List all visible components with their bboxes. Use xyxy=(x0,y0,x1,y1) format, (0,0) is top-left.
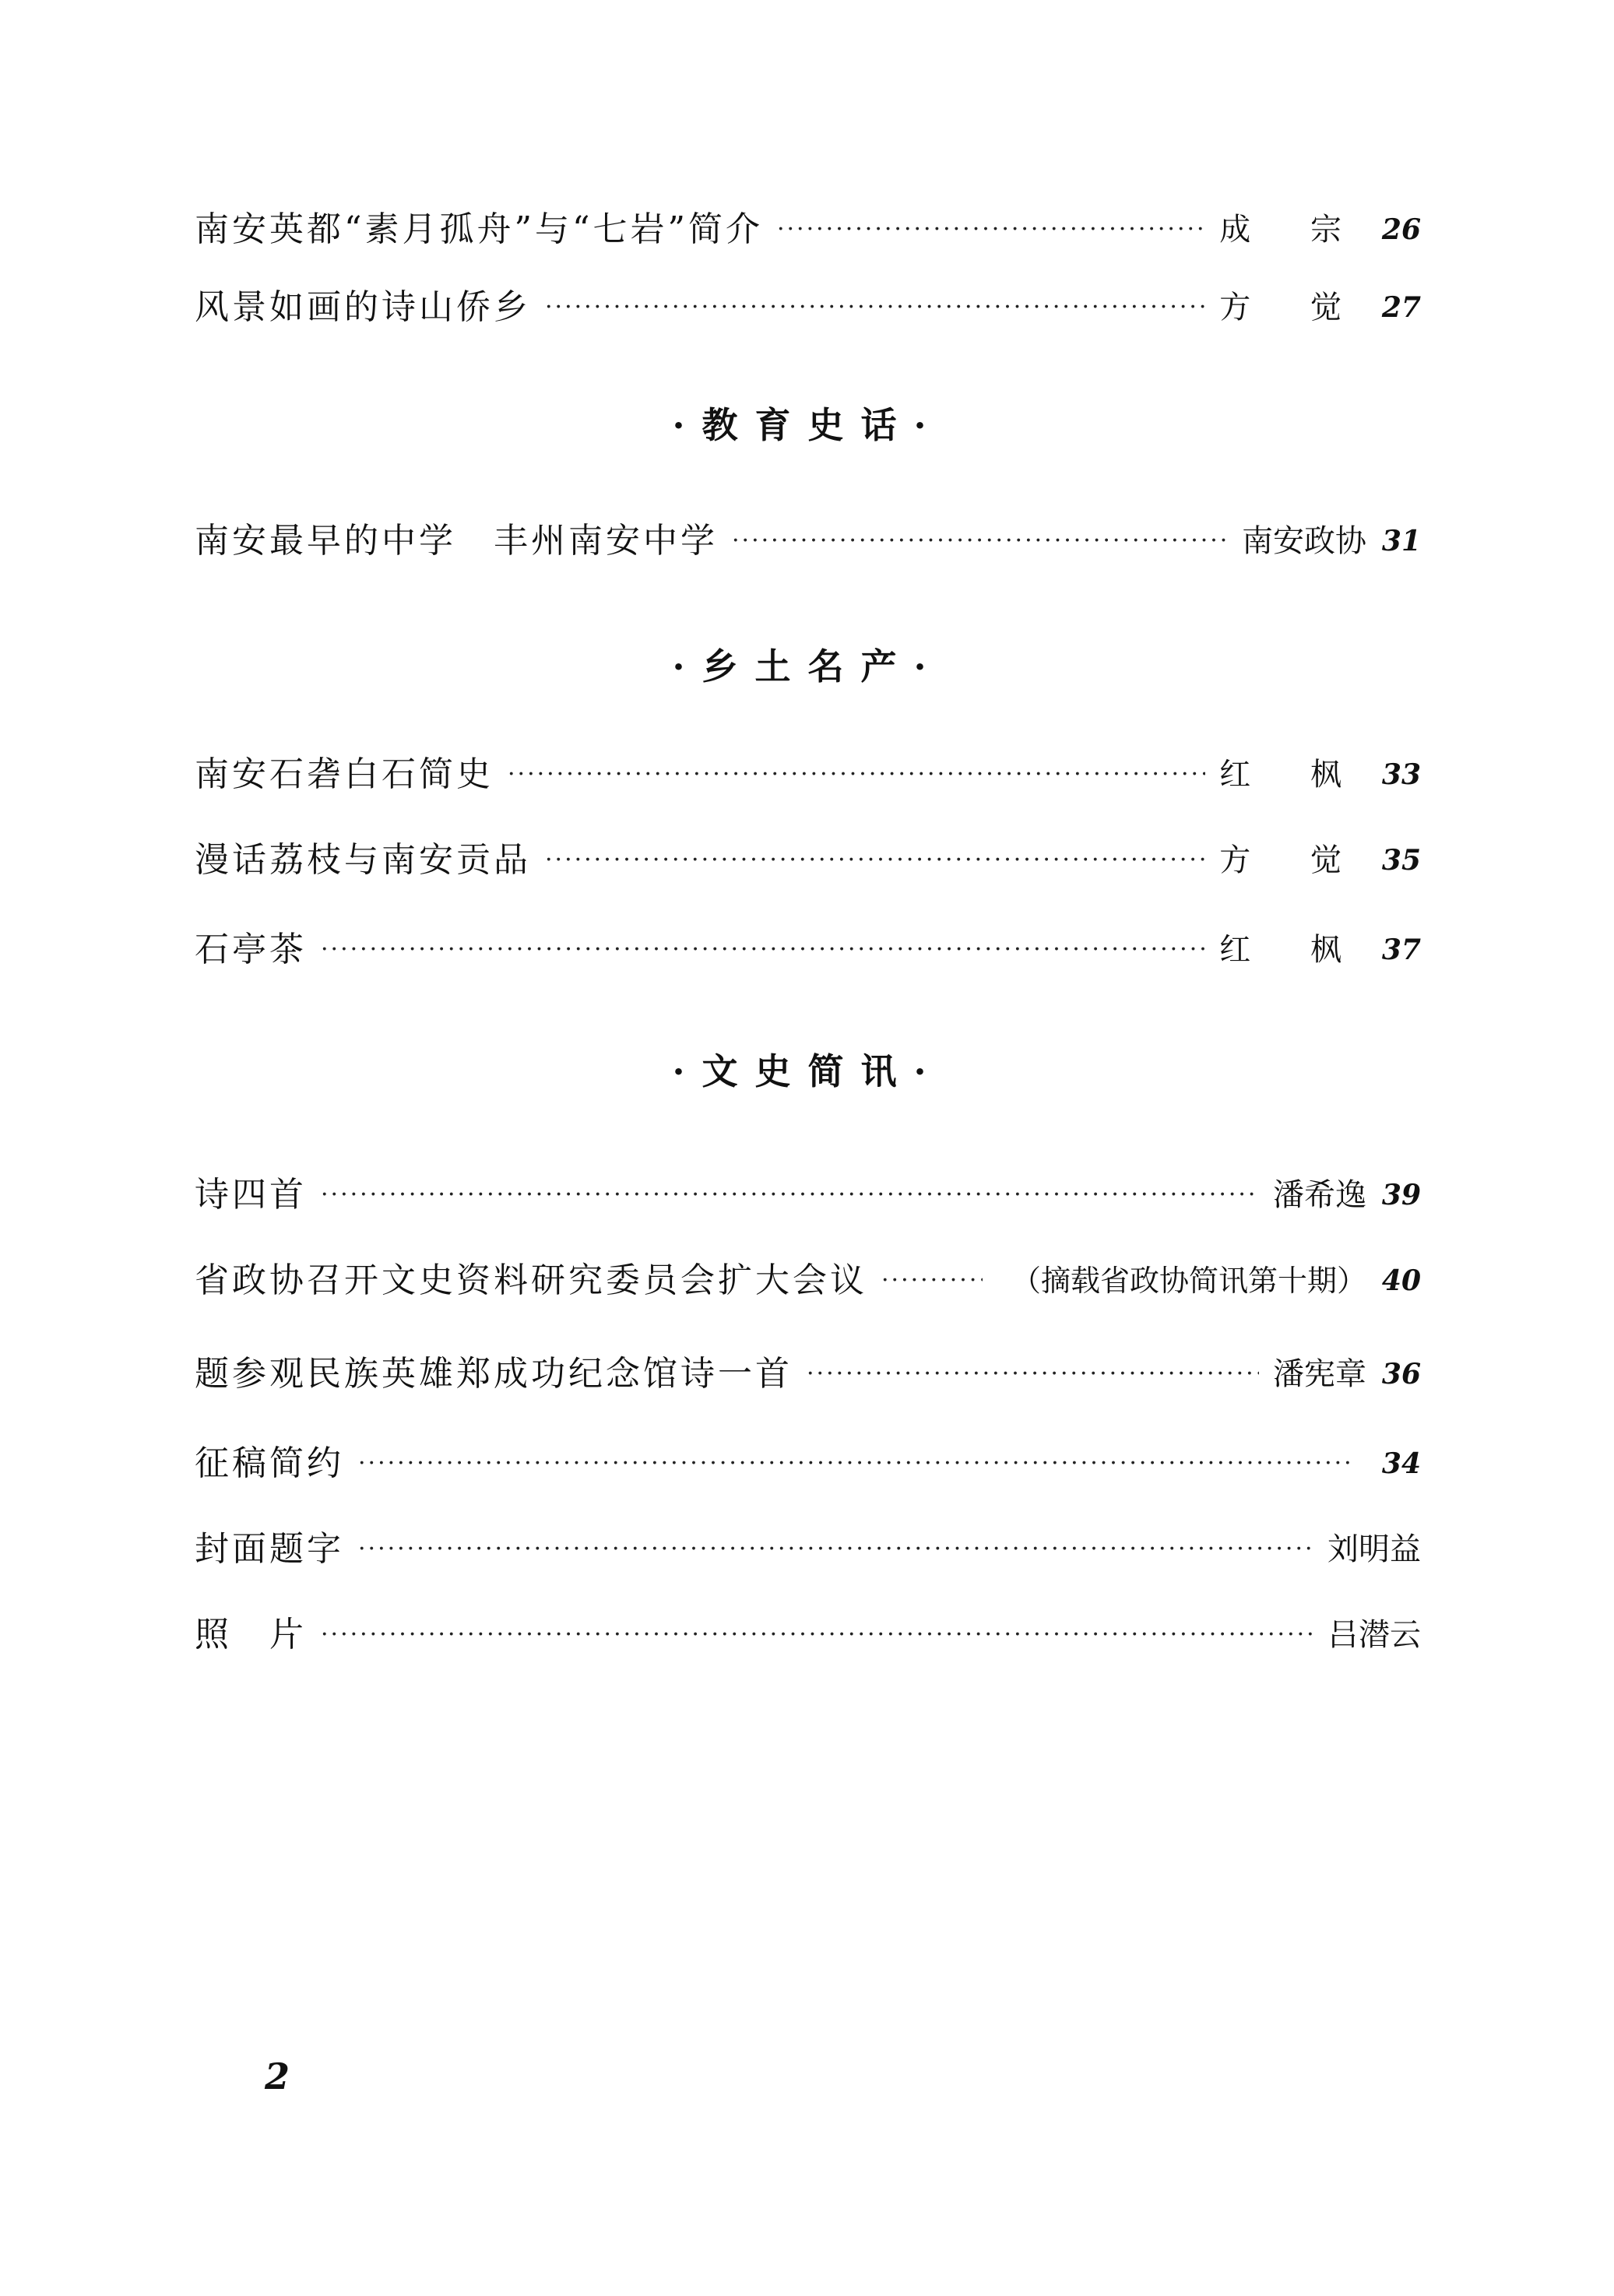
entry-title: 南安石砻白石简史 xyxy=(195,754,494,794)
dot-leader xyxy=(807,1347,1259,1401)
toc-entry xyxy=(195,514,1421,568)
entry-author: 成 宗 xyxy=(1219,212,1366,248)
entry-page: 40 xyxy=(1381,1264,1421,1297)
entry-title: 南安英都“素月孤舟”与“七岩”简介 xyxy=(195,209,763,249)
dot-leader xyxy=(321,1608,1313,1662)
entry-page: 33 xyxy=(1381,758,1421,791)
entry-author: 刘明益 xyxy=(1327,1531,1421,1567)
dot-leader xyxy=(358,1436,1352,1491)
entry-author: 方 觉 xyxy=(1219,290,1366,325)
entry-page: 31 xyxy=(1381,525,1421,557)
entry-page: 26 xyxy=(1381,213,1421,246)
entry-author: （摘载省政协简讯第十期） xyxy=(1011,1264,1366,1298)
entry-title: 照 片 xyxy=(195,1615,307,1654)
section-heading: ·乡土名产· xyxy=(672,645,944,687)
toc-entry xyxy=(195,833,1421,888)
entry-page: 34 xyxy=(1381,1447,1421,1480)
dot-leader xyxy=(777,202,1205,257)
toc-entry xyxy=(195,1347,1421,1401)
section-heading: ·文史简讯· xyxy=(672,1050,944,1092)
toc-entry xyxy=(195,1522,1421,1577)
dot-leader xyxy=(321,923,1205,977)
section-heading: ·教育史话· xyxy=(672,404,944,446)
entry-title: 诗四首 xyxy=(195,1175,307,1215)
entry-title: 石亭茶 xyxy=(195,930,307,969)
dot-leader xyxy=(545,280,1205,335)
entry-title: 漫话荔枝与南安贡品 xyxy=(195,840,531,880)
entry-page: 35 xyxy=(1381,844,1421,877)
entry-page: 27 xyxy=(1381,291,1421,324)
entry-author: 红 枫 xyxy=(1219,757,1366,793)
page-number: 2 xyxy=(265,2055,290,2097)
entry-author: 潘宪章 xyxy=(1273,1356,1366,1392)
entry-page: 36 xyxy=(1381,1358,1421,1391)
entry-title: 封面题字 xyxy=(195,1529,344,1569)
toc-entry xyxy=(195,280,1421,335)
toc-entry xyxy=(195,1608,1421,1662)
dot-leader xyxy=(508,747,1205,802)
toc-entry xyxy=(195,747,1421,802)
dot-leader xyxy=(358,1522,1313,1577)
dot-leader xyxy=(321,1168,1259,1222)
dot-leader xyxy=(732,514,1228,568)
entry-title: 风景如画的诗山侨乡 xyxy=(195,287,531,327)
entry-title: 省政协召开文史资料研究委员会扩大会议 xyxy=(195,1261,867,1300)
entry-title: 征稿简约 xyxy=(195,1443,344,1483)
entry-author: 潘希逸 xyxy=(1273,1177,1366,1213)
dot-leader xyxy=(881,1253,983,1308)
entry-author: 南安政协 xyxy=(1242,523,1366,559)
toc-entry xyxy=(195,923,1421,977)
entry-title: 南安最早的中学 丰州南安中学 xyxy=(195,521,718,561)
toc-entry xyxy=(195,1168,1421,1222)
entry-author: 吕潜云 xyxy=(1327,1617,1421,1653)
entry-title: 题参观民族英雄郑成功纪念馆诗一首 xyxy=(195,1354,793,1394)
toc-entry xyxy=(195,202,1421,257)
dot-leader xyxy=(545,833,1205,888)
entry-page: 39 xyxy=(1381,1179,1421,1211)
entry-author: 红 枫 xyxy=(1219,932,1366,968)
entry-page: 37 xyxy=(1381,934,1421,966)
toc-entry xyxy=(195,1253,1421,1308)
toc-entry xyxy=(195,1436,1421,1491)
entry-author: 方 觉 xyxy=(1219,842,1366,878)
